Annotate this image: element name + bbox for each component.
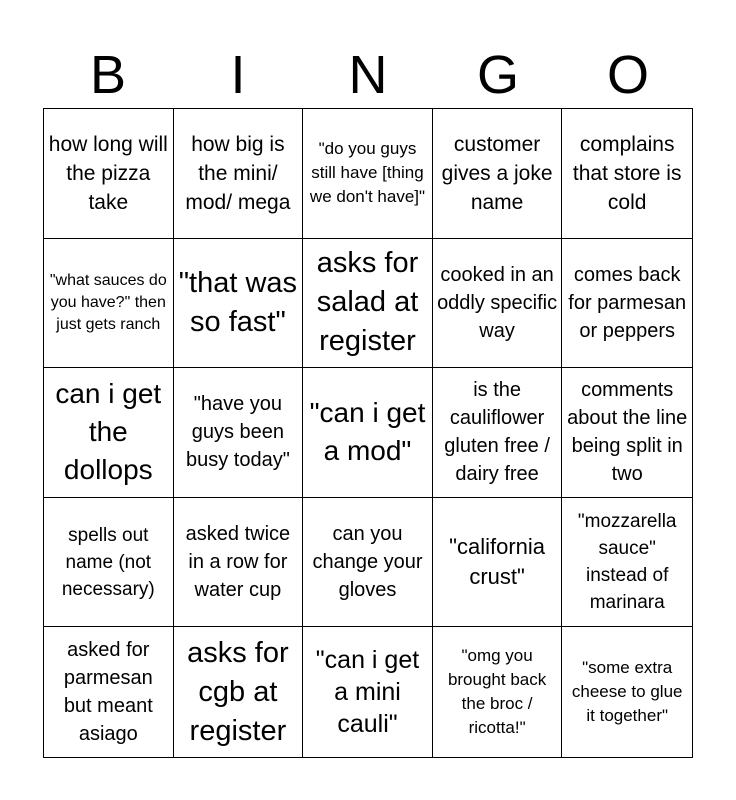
bingo-grid <box>43 108 693 758</box>
header-letter-b: B <box>89 45 127 105</box>
bingo-cell-text: "can i get a mod" <box>309 397 426 467</box>
bingo-cell-text: asked twice in a row for water cup <box>185 523 291 602</box>
bingo-cell-text: asked for parmesan but meant asiago <box>63 639 153 746</box>
bingo-cell-text: "that was so fast" <box>178 266 298 338</box>
bingo-cell-text: cooked in an oddly specific way <box>437 263 558 342</box>
bingo-cell[interactable] <box>174 627 304 757</box>
bingo-cell[interactable] <box>433 627 563 757</box>
bingo-cell-text: customer gives a joke name <box>441 132 553 214</box>
bingo-cell[interactable] <box>44 239 174 369</box>
bingo-cell-text: complains that store is cold <box>572 132 682 214</box>
bingo-cell-text: "do you guys still have [thing we don't have]" <box>309 139 426 207</box>
bingo-cell-text: "have you guys been busy today" <box>185 393 290 472</box>
header-letter-g: G <box>476 45 519 105</box>
bingo-cell[interactable] <box>303 239 433 369</box>
bingo-cell-text: can i get the dollops <box>55 378 162 486</box>
bingo-cell-text: "can i get a mini cauli" <box>315 646 420 739</box>
bingo-cell[interactable] <box>303 109 433 239</box>
bingo-cell-text: asks for salad at register <box>316 247 419 358</box>
bingo-cell-text: "what sauces do you have?" then just gets ranch <box>49 271 167 333</box>
bingo-cell[interactable] <box>562 627 692 757</box>
bingo-cell-text: is the cauliflower gluten free / dairy free <box>444 379 550 486</box>
bingo-cell[interactable] <box>562 109 692 239</box>
bingo-cell-text: "some extra cheese to glue it together" <box>571 658 683 726</box>
bingo-cell[interactable] <box>303 498 433 628</box>
bingo-cell[interactable] <box>562 368 692 498</box>
bingo-cell[interactable] <box>174 109 304 239</box>
bingo-cell[interactable] <box>303 627 433 757</box>
bingo-cell-text: how long will the pizza take <box>48 132 168 214</box>
bingo-cell-text: asks for cgb at register <box>187 636 289 747</box>
bingo-cell[interactable] <box>562 239 692 369</box>
header-letter-n: N <box>348 45 388 105</box>
bingo-cell[interactable] <box>433 498 563 628</box>
header-letter-o: O <box>606 45 649 105</box>
bingo-cell-text: comments about the line being split in two <box>567 379 688 486</box>
bingo-cell-text: how big is the mini/ mod/ mega <box>185 132 291 214</box>
bingo-cell-text: "california crust" <box>449 534 546 590</box>
bingo-cell[interactable] <box>174 239 304 369</box>
bingo-cell[interactable] <box>433 239 563 369</box>
bingo-cell-text: spells out name (not necessary) <box>61 524 155 600</box>
bingo-cell-text: comes back for parmesan or peppers <box>568 263 687 342</box>
bingo-cell[interactable] <box>44 627 174 757</box>
bingo-cell[interactable] <box>44 368 174 498</box>
bingo-cell[interactable] <box>44 109 174 239</box>
bingo-cell[interactable] <box>562 498 692 628</box>
bingo-cell-text: "omg you brought back the broc / ricotta!" <box>447 646 547 738</box>
bingo-cell[interactable] <box>174 498 304 628</box>
bingo-cell[interactable] <box>433 368 563 498</box>
bingo-cell-text: can you change your gloves <box>312 523 423 602</box>
bingo-header <box>43 42 693 108</box>
bingo-cell[interactable] <box>303 368 433 498</box>
bingo-cell[interactable] <box>44 498 174 628</box>
bingo-cell-text: "mozzarella sauce" instead of marinara <box>577 511 677 614</box>
bingo-cell[interactable] <box>174 368 304 498</box>
header-letter-i: I <box>230 45 246 105</box>
bingo-cell[interactable] <box>433 109 563 239</box>
